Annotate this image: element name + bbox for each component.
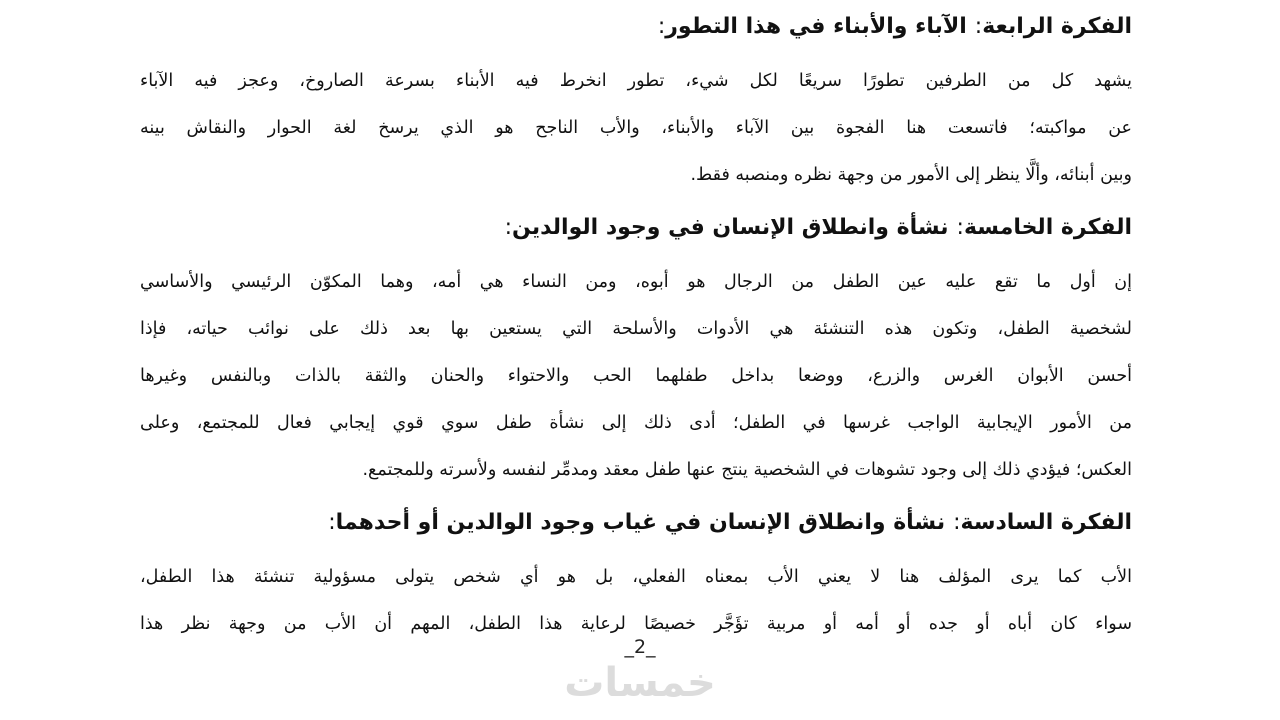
- section-heading-5: [140, 207, 1132, 249]
- paragraph-line: يشهد كل من الطرفين تطورًا سريعًا لكل شيء، تطور انخرط فيه الأبناء بسرعة الصاروخ، وعجز فيه الآباء: [140, 71, 1132, 91]
- watermark-logo: خمسات: [564, 660, 716, 706]
- heading-end: :: [657, 14, 666, 39]
- paragraph-line: وبين أبنائه، وألَّا ينظر إلى الأمور من وجهة نظره ومنصبه فقط.: [690, 165, 1132, 185]
- paragraph-line: الأب كما يرى المؤلف هنا لا يعني الأب بمعناه الفعلي، بل هو أي شخص يتولى مسؤولية تنشئة هذا الطفل،: [140, 567, 1132, 587]
- document-page: [140, 6, 1132, 648]
- heading-title: الآباء والأبناء في هذا التطور: [665, 14, 967, 39]
- paragraph-line: سواء كان أباه أو جده أو أمه أو مربية تؤَجَّر خصيصًا لرعاية هذا الطفل، المهم أن الأب من وجهة نظر هذا: [140, 614, 1132, 634]
- heading-title: نشأة وانطلاق الإنسان في غياب وجود الوالدين أو أحدهما: [335, 510, 946, 535]
- paragraph-line: من الأمور الإيجابية الواجب غرسها في الطفل؛ أدى ذلك إلى نشأة طفل سوي قوي إيجابي فعال للمجتمع، وعلى: [140, 413, 1132, 433]
- section-paragraph-4: [140, 58, 1132, 199]
- page-number: _2_: [624, 636, 656, 658]
- heading-separator: :: [974, 14, 983, 39]
- heading-end: :: [328, 510, 336, 535]
- paragraph-line: أحسن الأبوان الغرس والزرع، ووضعا بداخل طفلهما الحب والاحتواء والحنان والثقة بالذات وبالنفس وغيرها: [140, 366, 1132, 386]
- heading-title: نشأة وانطلاق الإنسان في وجود الوالدين: [512, 215, 949, 240]
- heading-separator: :: [956, 215, 964, 240]
- heading-label: الفكرة الرابعة: [982, 14, 1132, 39]
- paragraph-line: لشخصية الطفل، وتكون هذه التنشئة هي الأدوات والأسلحة التي يستعين بها بعد ذلك على نوائب حياته، فإذا: [140, 319, 1132, 339]
- paragraph-line: عن مواكبته؛ فاتسعت هنا الفجوة بين الآباء والأبناء، والأب الناجح هو الذي يرسخ لغة الحوار والنقاش بينه: [140, 118, 1132, 138]
- paragraph-line: إن أول ما تقع عليه عين الطفل من الرجال هو أبوه، ومن النساء هي أمه، وهما المكوّن الرئيسي والأساسي: [140, 272, 1132, 292]
- heading-label: الفكرة الخامسة: [963, 215, 1132, 240]
- section-paragraph-5: [140, 259, 1132, 494]
- heading-separator: :: [953, 510, 961, 535]
- heading-label: الفكرة السادسة: [960, 510, 1132, 535]
- paragraph-line: العكس؛ فيؤدي ذلك إلى وجود تشوهات في الشخصية ينتج عنها طفل معقد ومدمِّر لنفسه ولأسرته وللمجتمع.: [362, 460, 1132, 480]
- section-heading-4: [140, 6, 1132, 48]
- section-paragraph-6: [140, 554, 1132, 648]
- heading-end: :: [504, 215, 513, 240]
- section-heading-6: [140, 502, 1132, 544]
